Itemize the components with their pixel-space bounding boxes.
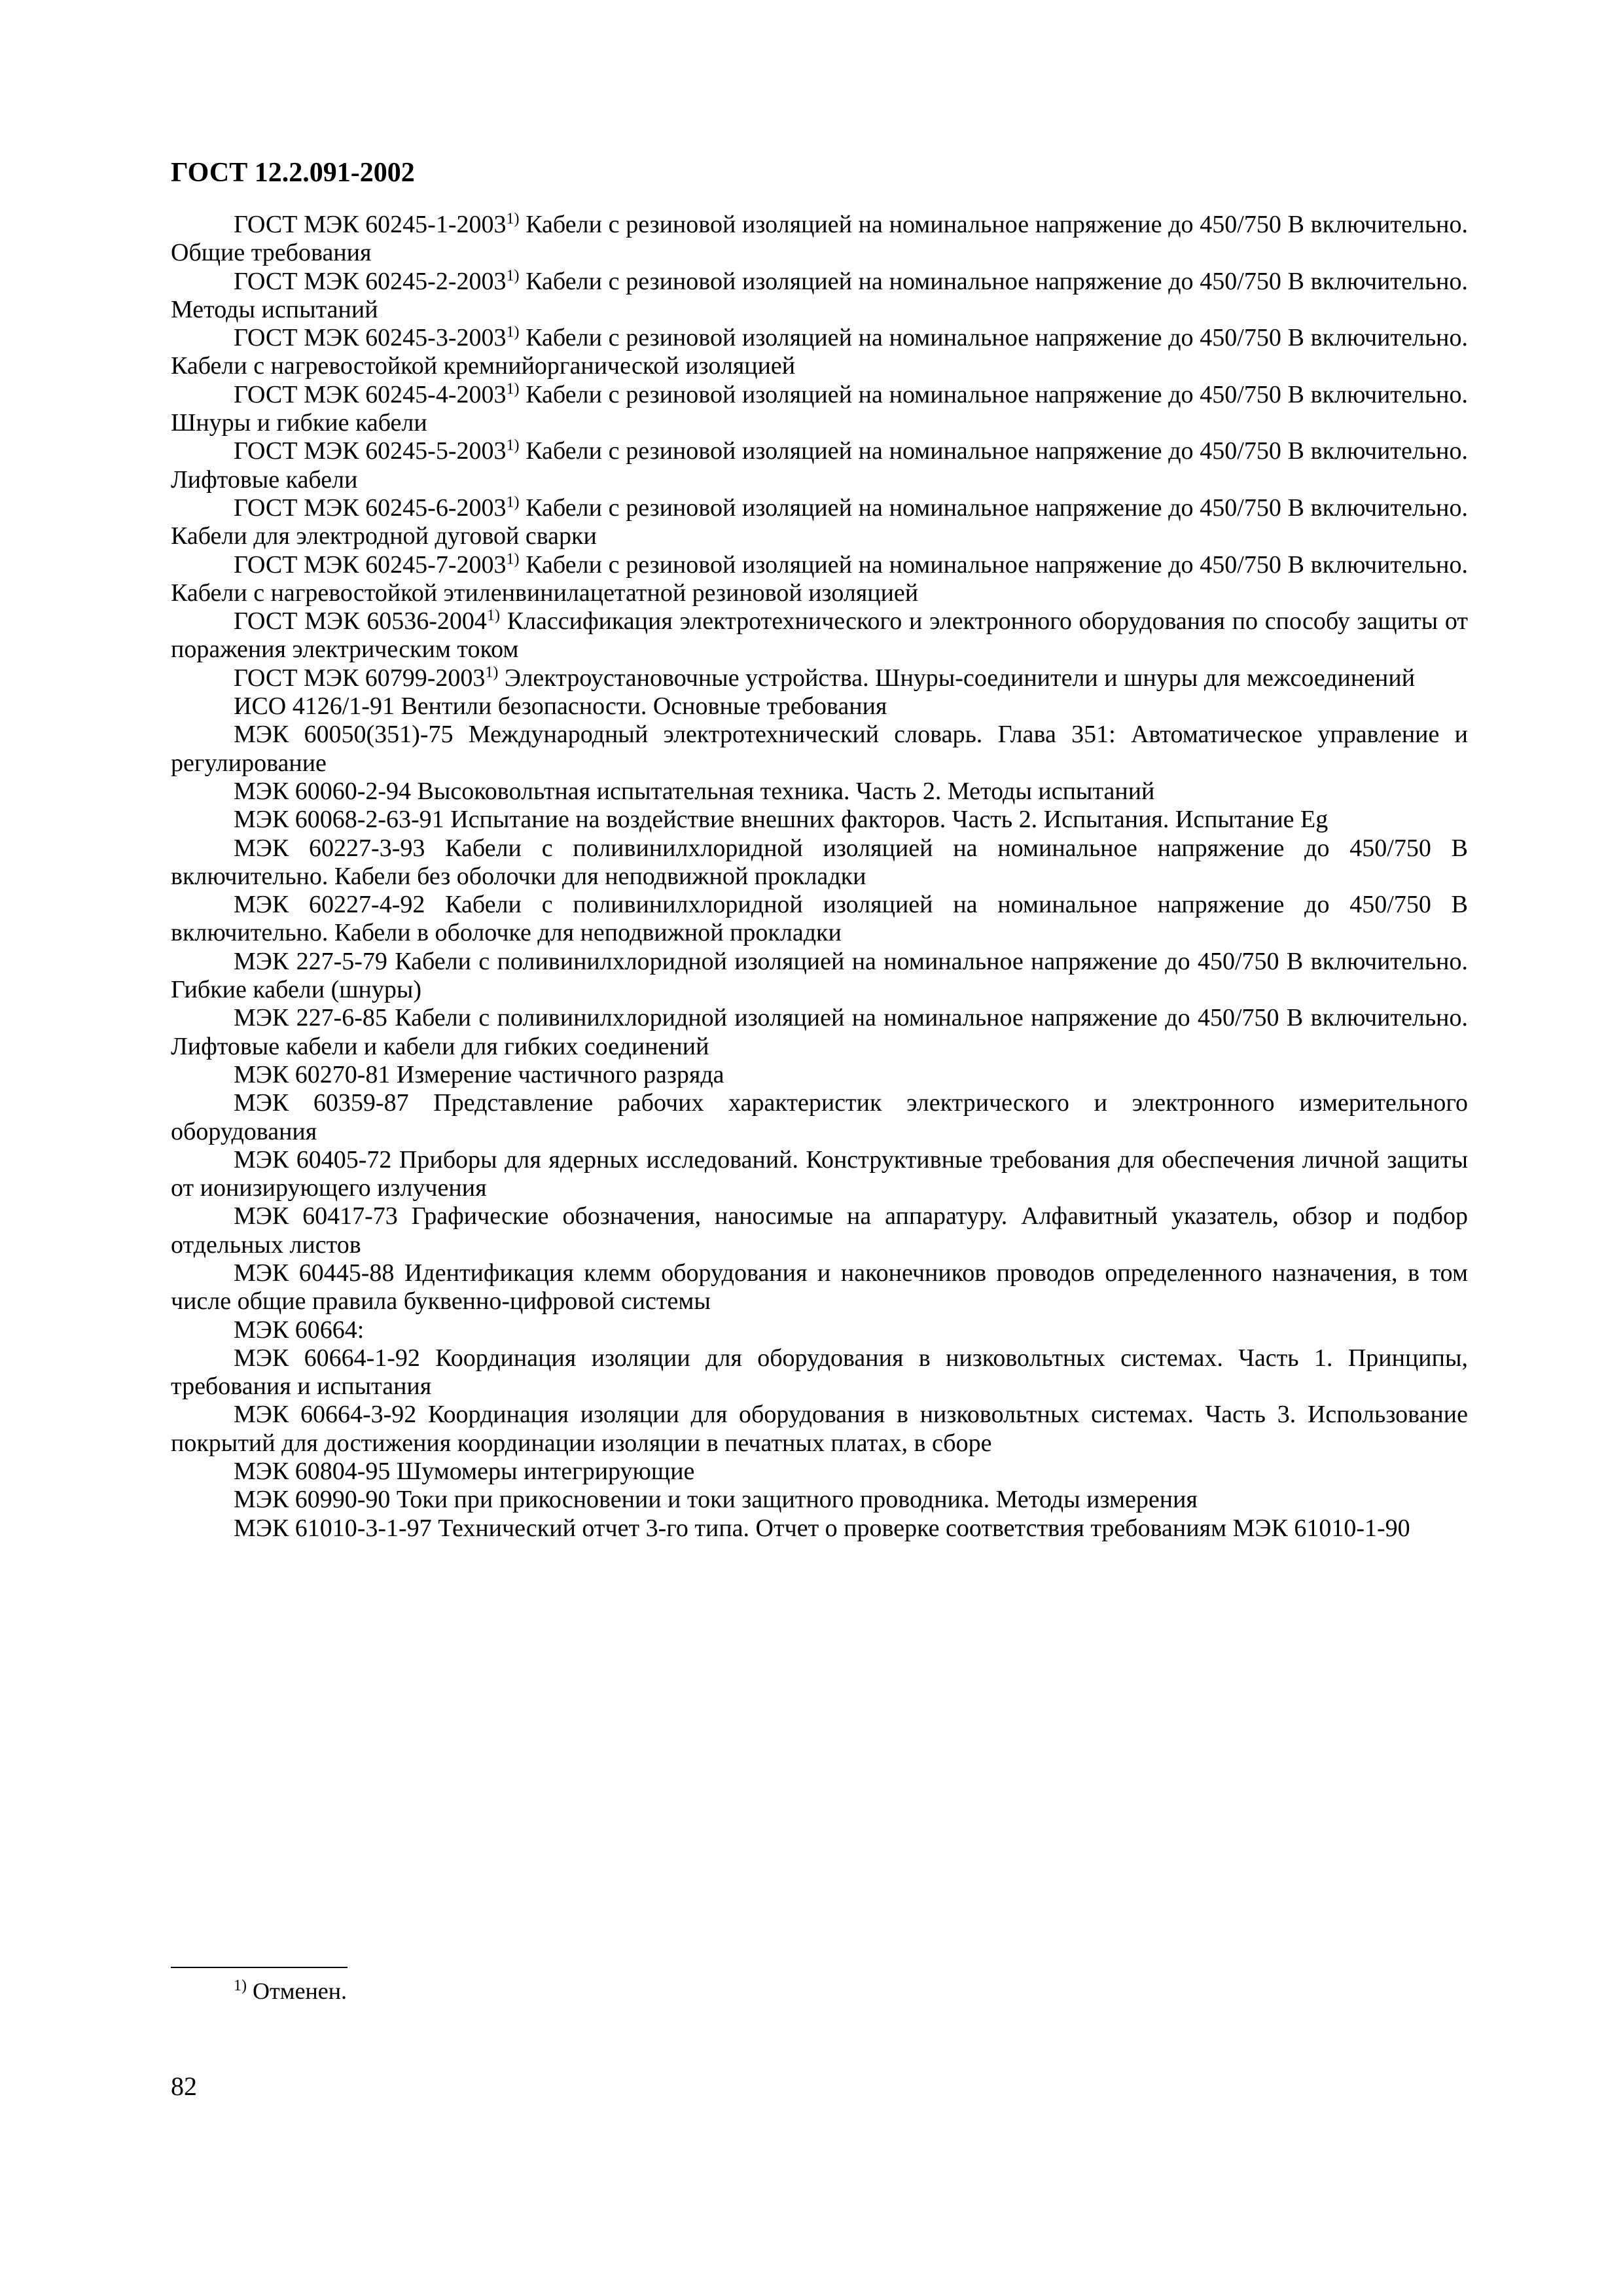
reference-code: МЭК 60359-87: [234, 1089, 409, 1117]
reference-title: Токи при прикосновении и токи защитного проводника. Методы измерения: [390, 1486, 1198, 1514]
reference-entry: [171, 1316, 1468, 1344]
reference-code: ГОСТ МЭК 60245-6-2003: [234, 493, 507, 522]
reference-title: Кабели с резиновой изоляцией на номинальное напряжение до 450/750 В включительно. Кабели с нагревостойкой кремнийорганической изоляцией: [171, 324, 1469, 380]
reference-title: Измерение частичного разряда: [390, 1060, 724, 1088]
reference-entry: [171, 1089, 1468, 1146]
reference-code: МЭК 60227-3-93: [234, 834, 425, 862]
reference-entry: [171, 1061, 1468, 1089]
reference-code: МЭК 60068-2-63-91: [234, 806, 444, 834]
reference-code: МЭК 227-5-79: [234, 947, 387, 975]
reference-code: ГОСТ МЭК 60245-1-2003: [234, 211, 507, 238]
normative-references-list: [171, 211, 1468, 1543]
reference-code: МЭК 60804-95: [234, 1458, 391, 1486]
reference-entry: [171, 381, 1468, 438]
reference-entry: [171, 551, 1468, 608]
reference-entry: [171, 948, 1468, 1005]
reference-code: МЭК 60270-81: [234, 1060, 391, 1088]
reference-entry: [171, 778, 1468, 806]
reference-entry: [171, 211, 1468, 268]
reference-title: Кабели с резиновой изоляцией на номинальное напряжение до 450/750 В включительно. Методы испытаний: [171, 267, 1469, 323]
reference-code: ГОСТ МЭК 60799-2003: [234, 664, 486, 692]
reference-title: Кабели с резиновой изоляцией на номинальное напряжение до 450/750 В включительно. Кабели с нагревостойкой этиленвинилацетатной резиновой изоляцией: [171, 550, 1469, 607]
reference-title: Технический отчет 3-го типа. Отчет о проверке соответствия требованиям МЭК 61010-1-90: [431, 1514, 1410, 1542]
reference-code: МЭК 60664:: [234, 1316, 365, 1344]
footnote: [234, 1977, 347, 2005]
page-number: 82: [171, 2072, 197, 2101]
reference-entry: [171, 494, 1468, 551]
footnote-reference-mark: 1): [506, 323, 520, 341]
reference-entry: [171, 1259, 1468, 1316]
footnote-reference-mark: 1): [506, 437, 520, 454]
reference-code: ИСО 4126/1-91: [234, 692, 395, 721]
reference-entry: [171, 1401, 1468, 1458]
reference-title: Электроустановочные устройства. Шнуры-соединители и шнуры для межсоединений: [498, 664, 1416, 692]
footnote-reference-mark: 1): [506, 493, 520, 511]
reference-title: Кабели с поливинилхлоридной изоляцией на номинальное напряжение до 450/750 В включительно. Кабели в оболочке для неподвижной прокладки: [171, 891, 1469, 947]
reference-code: МЭК 60060-2-94: [234, 777, 412, 805]
reference-title: Кабели с резиновой изоляцией на номинальное напряжение до 450/750 В включительно. Шнуры и гибкие кабели: [171, 380, 1469, 437]
reference-code: ГОСТ МЭК 60245-3-2003: [234, 324, 507, 352]
reference-title: Кабели с резиновой изоляцией на номинальное напряжение до 450/750 В включительно. Лифтовые кабели: [171, 437, 1469, 493]
document-header: ГОСТ 12.2.091-2002: [171, 158, 415, 188]
footnote-text: Отменен.: [247, 1978, 347, 2004]
reference-entry: [171, 1146, 1468, 1203]
reference-entry: [171, 834, 1468, 891]
reference-code: МЭК 60445-88: [234, 1259, 395, 1287]
reference-entry: [171, 324, 1468, 381]
reference-title: Испытание на воздействие внешних факторов. Часть 2. Испытания. Испытание Eg: [444, 806, 1329, 834]
reference-code: МЭК 60664-1-92: [234, 1344, 420, 1372]
reference-code: ГОСТ МЭК 60245-2-2003: [234, 267, 507, 295]
reference-entry: [171, 1344, 1468, 1401]
footnote-reference-mark: 1): [486, 607, 500, 624]
reference-title: Высоковольтная испытательная техника. Часть 2. Методы испытаний: [411, 777, 1155, 805]
footnote-reference-mark: 1): [485, 664, 499, 681]
reference-entry: [171, 268, 1468, 325]
reference-title: Координация изоляции для оборудования в низковольтных системах. Часть 3. Использование покрытий для достижения координации изоляции в печатных платах, в сборе: [171, 1401, 1469, 1457]
reference-code: ГОСТ МЭК 60245-7-2003: [234, 550, 507, 579]
footnote-separator: [171, 1967, 348, 1968]
reference-title: Графические обозначения, наносимые на аппаратуру. Алфавитный указатель, обзор и подбор отдельных листов: [171, 1202, 1469, 1259]
footnote-reference-mark: 1): [506, 266, 520, 284]
reference-title: Идентификация клемм оборудования и наконечников проводов определенного назначения, в том числе общие правила буквенно-цифровой системы: [171, 1259, 1468, 1316]
reference-code: МЭК 60227-4-92: [234, 891, 425, 919]
reference-title: Кабели с резиновой изоляцией на номинальное напряжение до 450/750 В включительно. Общие требования: [171, 211, 1469, 267]
reference-entry: [171, 721, 1468, 778]
reference-entry: [171, 1004, 1468, 1061]
reference-entry: [171, 1458, 1468, 1486]
reference-code: ГОСТ МЭК 60536-2004: [234, 607, 487, 636]
reference-title: Вентили безопасности. Основные требования: [394, 692, 887, 721]
reference-code: МЭК 60664-3-92: [234, 1401, 417, 1429]
reference-code: МЭК 60990-90: [234, 1486, 391, 1514]
reference-entry: [171, 806, 1468, 834]
reference-entry: [171, 437, 1468, 494]
reference-title: Шумомеры интегрирующие: [390, 1458, 695, 1486]
reference-code: ГОСТ МЭК 60245-5-2003: [234, 437, 507, 465]
footnote-reference-mark: 1): [506, 550, 520, 567]
reference-entry: [171, 1515, 1468, 1543]
reference-title: Координация изоляции для оборудования в низковольтных системах. Часть 1. Принципы, требования и испытания: [171, 1344, 1468, 1401]
reference-code: МЭК 60417-73: [234, 1202, 398, 1230]
reference-code: МЭК 60405-72: [234, 1145, 392, 1174]
reference-entry: [171, 1202, 1468, 1259]
reference-entry: [171, 1486, 1468, 1514]
reference-title: Кабели с резиновой изоляцией на номинальное напряжение до 450/750 В включительно. Кабели для электродной дуговой сварки: [171, 493, 1469, 550]
reference-entry: [171, 664, 1468, 692]
footnote-mark: 1): [234, 1977, 247, 1994]
footnote-reference-mark: 1): [506, 210, 520, 228]
reference-title: Классификация электротехнического и электронного оборудования по способу защиты от поражения электрическим током: [171, 607, 1468, 664]
reference-title: Международный электротехнический словарь. Глава 351: Автоматическое управление и регулирование: [171, 721, 1468, 777]
reference-title: Кабели с поливинилхлоридной изоляцией на номинальное напряжение до 450/750 В включительно. Гибкие кабели (шнуры): [171, 947, 1469, 1004]
reference-entry: [171, 607, 1468, 664]
reference-title: Приборы для ядерных исследований. Конструктивные требования для обеспечения личной защиты от ионизирующего излучения: [171, 1145, 1468, 1202]
footnote-reference-mark: 1): [506, 380, 520, 398]
reference-entry: [171, 891, 1468, 948]
reference-code: ГОСТ МЭК 60245-4-2003: [234, 380, 507, 408]
reference-code: МЭК 227-6-85: [234, 1004, 387, 1032]
reference-title: Представление рабочих характеристик электрического и электронного измерительного оборудования: [171, 1089, 1468, 1145]
reference-title: Кабели с поливинилхлоридной изоляцией на номинальное напряжение до 450/750 В включительно. Кабели без оболочки для неподвижной прокладки: [171, 834, 1469, 890]
reference-title: Кабели с поливинилхлоридной изоляцией на номинальное напряжение до 450/750 В включительно. Лифтовые кабели и кабели для гибких соединений: [171, 1004, 1469, 1060]
reference-entry: [171, 692, 1468, 721]
reference-code: МЭК 61010-3-1-97: [234, 1514, 432, 1542]
reference-code: МЭК 60050(351)-75: [234, 721, 454, 749]
